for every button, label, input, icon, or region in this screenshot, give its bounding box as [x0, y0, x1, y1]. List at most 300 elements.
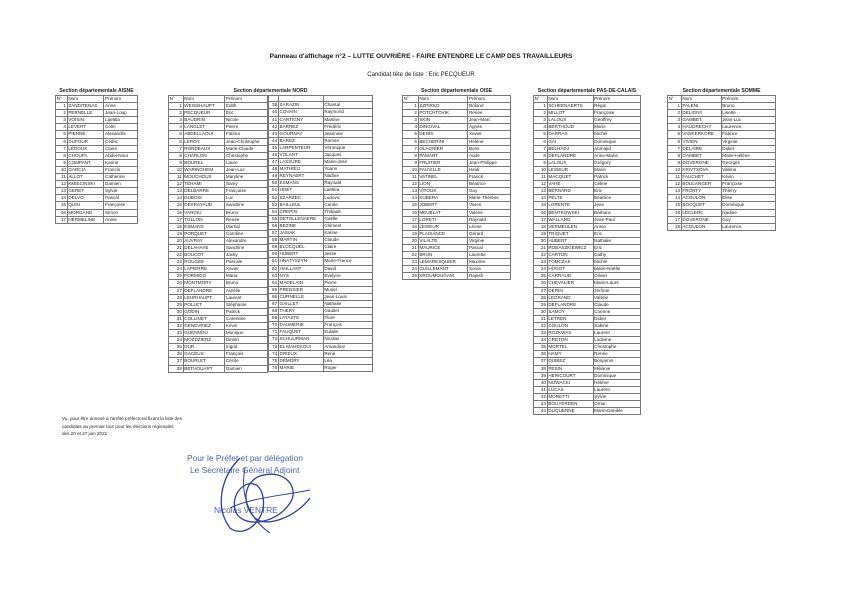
table-row [534, 259, 641, 266]
nom-cell: NYS [278, 272, 323, 279]
section-2 [402, 88, 511, 280]
nom-cell: MOZDZIERZ [183, 337, 225, 344]
prenom-cell: Sandrine [225, 202, 268, 209]
table-header-row [534, 96, 641, 103]
table-row [169, 237, 268, 244]
num-cell: 52 [269, 194, 279, 201]
prenom-cell: Michel [593, 131, 640, 138]
table-row [403, 110, 511, 117]
stamp-name: Nicolas VENTRE [214, 505, 278, 515]
nom-cell: PRENSIER [278, 286, 323, 293]
prenom-cell: Renée [468, 110, 511, 117]
num-cell: 35 [534, 344, 548, 351]
table-row [534, 159, 641, 166]
num-cell: 15 [668, 202, 682, 209]
column-header-nom: Nom [418, 96, 468, 103]
nom-cell: BELHADJ [547, 145, 593, 152]
prenom-cell: Aude [468, 152, 511, 159]
column-header-nom: Nom [67, 96, 104, 103]
prenom-cell: Vivien [468, 202, 511, 209]
num-cell: 11 [403, 174, 419, 181]
nom-cell: SCHEENAERTS [547, 103, 593, 110]
num-cell: 43 [534, 401, 548, 408]
table-row [403, 188, 511, 195]
nom-cell: ROBASZKIEWICZ [547, 244, 593, 251]
num-cell: 7 [403, 145, 419, 152]
num-cell: 10 [668, 166, 682, 173]
section-title: Section départementale NORD [233, 88, 308, 94]
table-row [534, 230, 641, 237]
nom-cell: DAUMERIE [278, 322, 323, 329]
table-row [269, 357, 373, 364]
nom-cell: DELVO [67, 195, 104, 202]
prenom-cell: Karine [104, 159, 138, 166]
table-row [534, 266, 641, 273]
prenom-cell: Annie [593, 223, 640, 230]
prenom-cell: Marie-José [323, 159, 372, 166]
table-row [269, 286, 373, 293]
nom-cell: HERICOURT [547, 372, 593, 379]
table-row [403, 166, 511, 173]
num-cell: 37 [169, 358, 184, 365]
prenom-cell: Eulalie [323, 329, 372, 336]
num-cell: 53 [269, 201, 279, 208]
nom-cell: BAILLEUL [278, 201, 323, 208]
nom-cell: BARREZ [278, 123, 323, 130]
prenom-cell: Ludovic [323, 194, 372, 201]
table-row [668, 124, 776, 131]
prenom-cell: Dominique [593, 138, 640, 145]
prenom-cell: Nadine [323, 173, 372, 180]
nom-cell: GAMBET [681, 152, 721, 159]
table-row [169, 351, 268, 358]
num-cell: 61 [269, 258, 279, 265]
prenom-cell: Ludivine [593, 337, 640, 344]
num-cell: 19 [534, 230, 548, 237]
num-cell: 59 [269, 244, 279, 251]
num-cell: 25 [403, 273, 419, 280]
nom-cell: DEMORY [278, 357, 323, 364]
table-row [534, 181, 641, 188]
column-header-num: N° [169, 96, 184, 103]
column-header-nom: Nom [183, 96, 225, 103]
table-row [269, 123, 373, 130]
prenom-cell: Jean-Marc [468, 117, 511, 124]
nom-cell: LANGLET [183, 124, 225, 131]
prenom-cell: Cécile [225, 358, 268, 365]
num-cell: 42 [534, 393, 548, 400]
prenom-cell: Franck [468, 174, 511, 181]
nom-cell: LION [418, 181, 468, 188]
num-cell: 21 [534, 244, 548, 251]
num-cell: 19 [169, 230, 184, 237]
candidate-table [268, 95, 373, 372]
num-cell: 6 [668, 138, 682, 145]
table-row [668, 174, 776, 181]
nom-cell: POLLET [183, 301, 225, 308]
num-cell: 67 [269, 300, 279, 307]
prenom-cell: Jesse [323, 251, 372, 258]
nom-cell: QUIN [67, 202, 104, 209]
nom-cell: HAILLANT [278, 265, 323, 272]
nom-cell: TOLLON [183, 216, 225, 223]
prenom-cell: Véronique [323, 144, 372, 151]
num-cell: 3 [534, 117, 548, 124]
prenom-cell: Cathy [593, 252, 640, 259]
prenom-cell: Valérie [593, 294, 640, 301]
num-cell: 51 [269, 187, 279, 194]
prenom-cell: Dimitri [225, 337, 268, 344]
prenom-cell: Gérard [468, 230, 511, 237]
prenom-cell: Pascal [468, 244, 511, 251]
nom-cell: HAMY [547, 351, 593, 358]
table-row [668, 223, 776, 230]
table-row [534, 351, 641, 358]
prenom-cell: Marie-Thérèse [468, 195, 511, 202]
table-row [56, 159, 138, 166]
table-row [269, 222, 373, 229]
num-cell: 7 [56, 145, 68, 152]
num-cell: 72 [269, 336, 279, 343]
table-row [169, 188, 268, 195]
prenom-cell: Nicole [225, 117, 268, 124]
prenom-cell: Marie-Laure [593, 280, 640, 287]
table-row [668, 103, 776, 110]
prenom-cell: Claire [323, 244, 372, 251]
prenom-cell: Laurent [225, 294, 268, 301]
num-cell: 22 [534, 252, 548, 259]
column-header-prenom: Prénom [104, 96, 138, 103]
prenom-cell: François [323, 322, 372, 329]
num-cell: 11 [56, 174, 68, 181]
prenom-cell: Laurent [593, 330, 640, 337]
table-row [534, 103, 641, 110]
table-row [668, 138, 776, 145]
nom-cell: DOVERGNE [681, 216, 721, 223]
prenom-cell: Catherine [104, 174, 138, 181]
prenom-cell: Bruno [225, 280, 268, 287]
section-4 [667, 88, 776, 231]
prenom-cell: Raynald [468, 216, 511, 223]
prenom-cell: Jean-Louis [323, 293, 372, 300]
num-cell: 22 [403, 252, 419, 259]
table-row [534, 223, 641, 230]
nom-cell: SKIN [418, 117, 468, 124]
table-row [534, 273, 641, 280]
candidate-table [168, 95, 268, 373]
prenom-cell: Marie-Hélène [721, 152, 775, 159]
prenom-cell: Claire [104, 145, 138, 152]
num-cell: 40 [534, 379, 548, 386]
table-row [269, 258, 373, 265]
num-cell: 28 [534, 294, 548, 301]
column-header-prenom: Prénom [721, 96, 775, 103]
num-cell: 21 [403, 244, 419, 251]
nom-cell: DINGIVAL [418, 124, 468, 131]
nom-cell: LESIEUR [547, 166, 593, 173]
table-row [169, 266, 268, 273]
nom-cell: MATHIEU [278, 166, 323, 173]
num-cell: 23 [403, 259, 419, 266]
table-row [169, 287, 268, 294]
num-cell: 43 [269, 130, 279, 137]
table-row [169, 337, 268, 344]
table-row [269, 201, 373, 208]
table-row [269, 237, 373, 244]
num-cell: 1 [56, 103, 68, 110]
nom-cell: HAUDRECHY [681, 124, 721, 131]
num-cell: 63 [269, 272, 279, 279]
nom-cell: GARCIA [67, 166, 104, 173]
num-cell: 2 [403, 110, 419, 117]
table-row [269, 230, 373, 237]
table-row [56, 124, 138, 131]
prenom-cell: Pascal [104, 195, 138, 202]
nom-cell: LARPENTEUR [278, 144, 323, 151]
num-cell: 16 [403, 209, 419, 216]
nom-cell: COMPANT [67, 159, 104, 166]
table-row [169, 138, 268, 145]
table-row [169, 209, 268, 216]
nom-cell: EL MAHDAOUI [278, 343, 323, 350]
prenom-cell: Georges [721, 159, 775, 166]
table-row [403, 174, 511, 181]
nom-cell: PLAISANCE [418, 230, 468, 237]
prenom-cell: Dominique [593, 372, 640, 379]
table-row [269, 159, 373, 166]
prenom-cell: Edith [225, 103, 268, 110]
nom-cell: BECHERINI [418, 138, 468, 145]
table-row [269, 116, 373, 123]
table-row [56, 138, 138, 145]
num-cell: 17 [403, 216, 419, 223]
table-row [269, 244, 373, 251]
num-cell: 24 [169, 266, 184, 273]
num-cell: 14 [668, 195, 682, 202]
num-cell: 1 [534, 103, 548, 110]
table-row [269, 166, 373, 173]
prenom-cell: Maxime [468, 259, 511, 266]
table-row [668, 216, 776, 223]
nom-cell: TEHAMI [183, 181, 225, 188]
prenom-cell: Simon [104, 209, 138, 216]
table-row [534, 117, 641, 124]
num-cell: 18 [403, 223, 419, 230]
nom-cell: CARRAUD [547, 273, 593, 280]
table-row [534, 110, 641, 117]
num-cell: 54 [269, 208, 279, 215]
section-title: Section départementale OISE [420, 88, 493, 94]
table-row [56, 103, 138, 110]
column-header-num: N° [56, 96, 68, 103]
nom-cell: ESMANS [183, 223, 225, 230]
num-cell: 4 [169, 124, 184, 131]
table-row [169, 110, 268, 117]
table-row [534, 358, 641, 365]
table-row [269, 300, 373, 307]
prenom-cell: Colin [104, 124, 138, 131]
nom-cell: VERMEULEN [547, 223, 593, 230]
nom-cell: MORGAND [67, 209, 104, 216]
num-cell: 17 [534, 216, 548, 223]
nom-cell: DEFLANDRE [183, 287, 225, 294]
table-row [403, 237, 511, 244]
table-row [169, 152, 268, 159]
num-cell: 33 [534, 330, 548, 337]
prenom-cell: Corinne [593, 308, 640, 315]
table-row [169, 216, 268, 223]
nom-cell: FORMIGO [183, 273, 225, 280]
prenom-cell: Roland [468, 103, 511, 110]
prenom-cell: Monique [225, 330, 268, 337]
table-row [534, 344, 641, 351]
prenom-cell: Virginie [468, 237, 511, 244]
prenom-cell: Béatrice [593, 195, 640, 202]
prenom-cell: Laëtitia [323, 187, 372, 194]
num-cell: 14 [56, 195, 68, 202]
nom-cell: GUILLEMANT [418, 266, 468, 273]
num-cell: 16 [534, 209, 548, 216]
prenom-cell: Evelyne [323, 272, 372, 279]
nom-cell: DRIEUX [278, 350, 323, 357]
prenom-cell: Eric [593, 188, 640, 195]
nom-cell: GODIN [183, 308, 225, 315]
num-cell: 16 [56, 209, 68, 216]
nom-cell: GERET [67, 188, 104, 195]
num-cell: 20 [403, 237, 419, 244]
section-1 [168, 88, 373, 373]
table-row [269, 208, 373, 215]
prenom-cell: Dominique [721, 202, 775, 209]
section-0 [55, 88, 138, 224]
nom-cell: VARGIU [183, 209, 225, 216]
table-row [269, 308, 373, 315]
prenom-cell: Anne [104, 103, 138, 110]
prenom-cell: Valérie [468, 209, 511, 216]
num-cell: 44 [269, 137, 279, 144]
num-cell: 2 [668, 110, 682, 117]
nom-cell: HNATYSZYN [278, 258, 323, 265]
table-row [403, 152, 511, 159]
table-row [169, 223, 268, 230]
nom-cell: LEROY [183, 138, 225, 145]
prenom-cell: Patrick [225, 308, 268, 315]
num-cell: 41 [534, 386, 548, 393]
legal-line: des 20 et 27 juin 2021 [62, 431, 108, 436]
table-row [534, 330, 641, 337]
table-row [403, 244, 511, 251]
table-row [534, 166, 641, 173]
nom-cell: VILALTE [418, 237, 468, 244]
nom-cell: KUBERA [418, 195, 468, 202]
num-cell: 22 [169, 252, 184, 259]
table-row [56, 110, 138, 117]
num-cell: 34 [169, 337, 184, 344]
nom-cell: HERMELINE [67, 216, 104, 223]
legal-line: candidats au premier tour pour les élections régionales [62, 423, 174, 429]
prenom-cell: Christophe [593, 344, 640, 351]
prenom-cell: Marie-Danièle [593, 408, 640, 415]
table-row [534, 145, 641, 152]
nom-cell: CHOUFA [67, 152, 104, 159]
table-row [169, 181, 268, 188]
nom-cell: BOCQUET [681, 202, 721, 209]
prenom-cell: Jeannine [323, 130, 372, 137]
num-cell: 73 [269, 343, 279, 350]
num-cell: 5 [169, 131, 184, 138]
num-cell: 7 [534, 145, 548, 152]
prenom-cell: Luc [225, 195, 268, 202]
nom-cell: FRUITIER [418, 159, 468, 166]
num-cell: 18 [668, 223, 682, 230]
column-header-nom: Nom [681, 96, 721, 103]
nom-cell: ALLOT [67, 174, 104, 181]
prenom-cell: Nadine [721, 209, 775, 216]
num-cell: 65 [269, 286, 279, 293]
table-row [269, 251, 373, 258]
num-cell: 20 [169, 237, 184, 244]
prenom-cell: Alexandra [104, 131, 138, 138]
candidate-table [402, 95, 511, 280]
prenom-cell: Marie [593, 124, 640, 131]
num-cell: 7 [668, 145, 682, 152]
num-cell: 9 [403, 159, 419, 166]
section-title: Section départementale PAS-DE-CALAIS [537, 88, 637, 94]
nom-cell: WARINGHEM [183, 166, 225, 173]
nom-cell: LORETI [418, 216, 468, 223]
table-row [169, 202, 268, 209]
num-cell: 30 [534, 308, 548, 315]
num-cell: 8 [534, 152, 548, 159]
table-row [269, 152, 373, 159]
nom-cell: PECQUEUR [183, 110, 225, 117]
table-row [169, 344, 268, 351]
column-header-num: N° [403, 96, 419, 103]
column-header-prenom: Prénom [593, 96, 640, 103]
num-cell: 26 [534, 280, 548, 287]
nom-cell: MOUCHOUX [183, 174, 225, 181]
nom-cell: VANKERKORE [681, 131, 721, 138]
prenom-cell: Roger [323, 364, 372, 371]
nom-cell: GAMBET [681, 117, 721, 124]
prenom-cell: Clément [323, 222, 372, 229]
num-cell: 10 [56, 166, 68, 173]
nom-cell: MORTEL [547, 344, 593, 351]
nom-cell: KMIECINSKI [67, 181, 104, 188]
nom-cell: ACOULON [681, 223, 721, 230]
prenom-cell: Kévin [225, 323, 268, 330]
table-row [534, 372, 641, 379]
table-row [56, 117, 138, 124]
num-cell: 36 [169, 351, 184, 358]
num-cell: 64 [269, 279, 279, 286]
prenom-cell: Marie [593, 166, 640, 173]
table-row [56, 181, 138, 188]
num-cell: 13 [403, 188, 419, 195]
nom-cell: CARTIGNY [278, 116, 323, 123]
prenom-cell: Olivier [593, 273, 640, 280]
prenom-cell: Raynald [323, 180, 372, 187]
nom-cell: DUFOUR [67, 138, 104, 145]
nom-cell: RONDEAUX [183, 145, 225, 152]
document-title: Panneau d'affichage n°2 – LUTTE OUVRIÈRE - FAIRE ENTENDRE LE CAMP DES TRAVAILLEURS [269, 53, 573, 60]
prenom-cell: Jean-Philippe [468, 159, 511, 166]
nom-cell: BOULANGER [681, 181, 721, 188]
num-cell: 13 [534, 188, 548, 195]
prenom-cell: Flore [323, 315, 372, 322]
nom-cell: DARRAS [547, 131, 593, 138]
num-cell: 10 [169, 166, 184, 173]
